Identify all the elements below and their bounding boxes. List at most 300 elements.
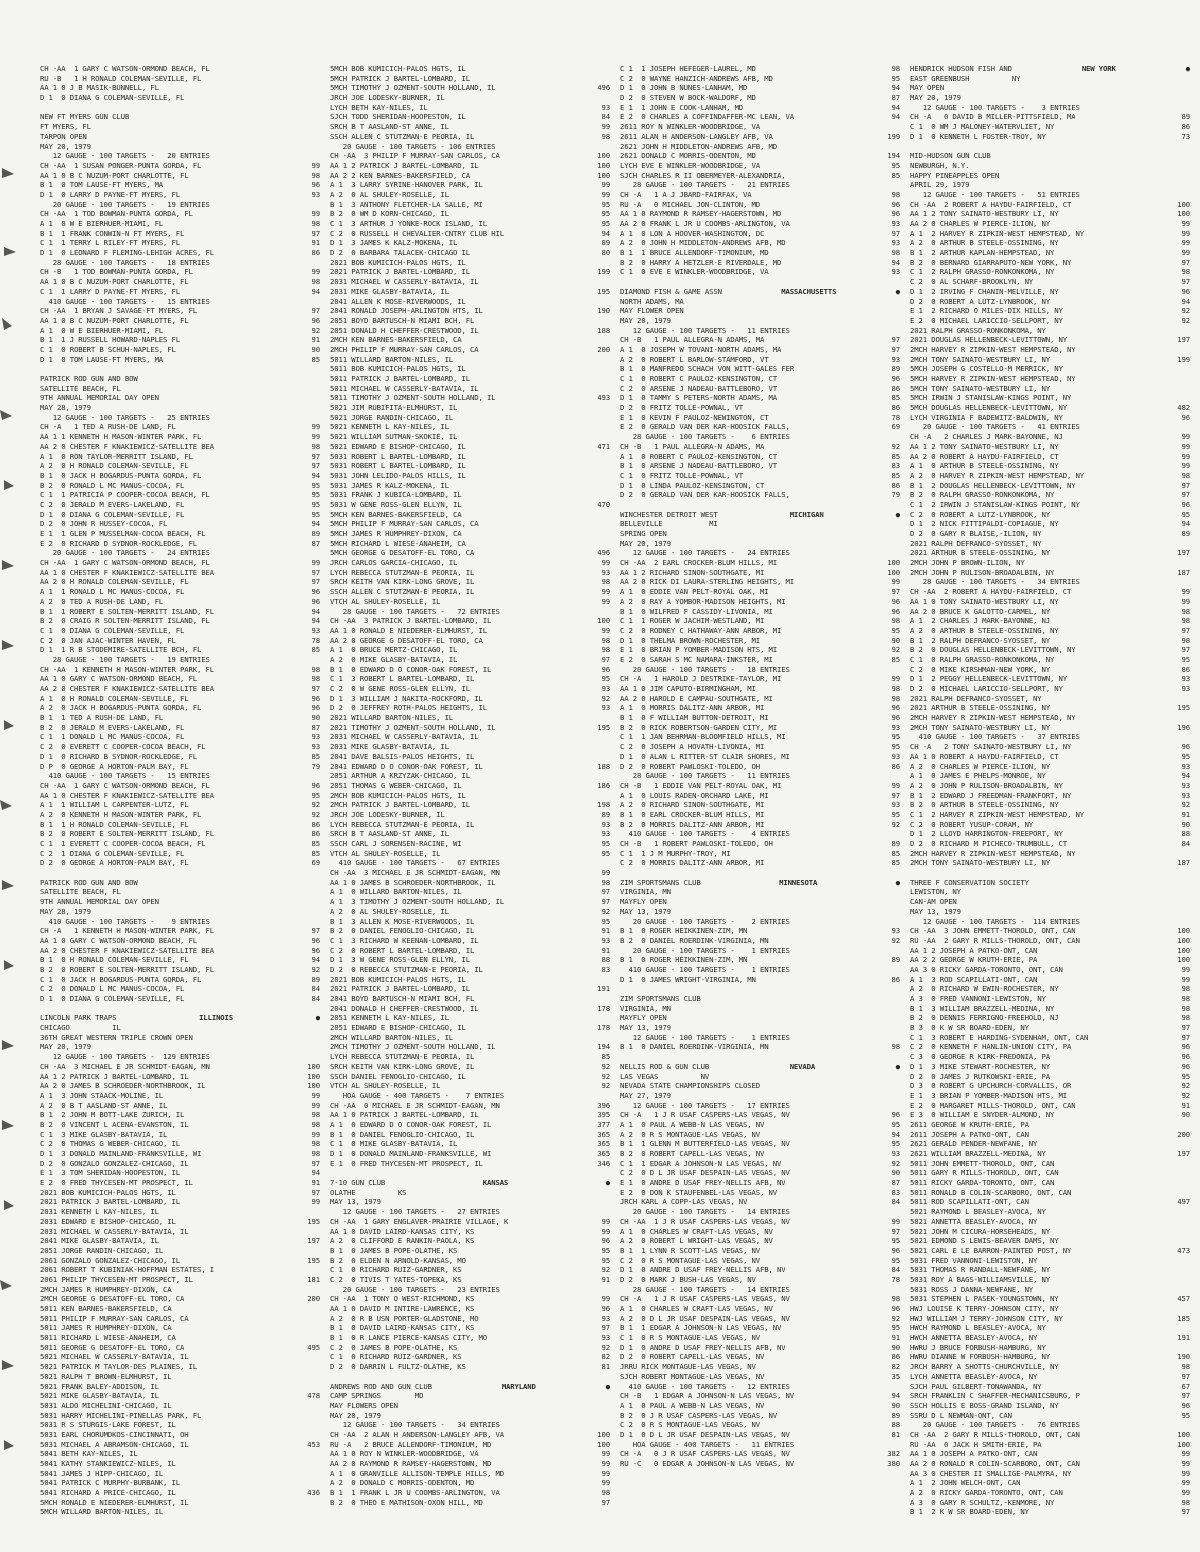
line-text: 2021 BOB KUMICICH-PALOS HGTS, IL xyxy=(330,257,466,267)
score-value: 96 xyxy=(891,1304,900,1313)
result-line xyxy=(330,907,610,917)
result-line xyxy=(330,258,610,268)
result-line xyxy=(330,723,610,733)
result-line xyxy=(620,616,900,626)
line-text: C 2 0 RODNEY C HATHAWAY-ANN ARBOR, MI xyxy=(620,625,782,635)
result-line xyxy=(40,171,320,181)
result-line xyxy=(910,1197,1190,1207)
line-text: B 1 0 WILFRED F CASSIDY-LIVONIA, MI xyxy=(620,606,773,616)
line-text: C 1 3 RICHARD W KEENAN-LOMBARD, IL xyxy=(330,935,479,945)
result-line xyxy=(40,800,320,810)
line-text: 2611 JOSEPH A PATKO-ONT, CAN xyxy=(910,1129,1029,1139)
result-line xyxy=(620,1217,900,1227)
result-line xyxy=(40,132,320,142)
line-text: D 1 0 RICHARD B SYDNOR-ROCKLEDGE, FL xyxy=(40,751,197,761)
result-line xyxy=(40,452,320,462)
line-text: 5031 ROY A BAGS-WILLIAMSVILLE, NY xyxy=(910,1274,1051,1284)
score-value: 97 xyxy=(311,684,320,693)
result-line xyxy=(910,345,1190,355)
result-line xyxy=(40,422,320,432)
line-text: AA 1 0 ROY N WINKLER-WOODBRIDGE, VA xyxy=(330,1449,479,1459)
score-value xyxy=(316,1207,320,1217)
score-value: 190 xyxy=(597,306,610,316)
line-text: 5031 JAMES R KALZ-MOKENA, IL xyxy=(330,480,449,490)
line-text: AA 2 0 H RONALD COLEMAN-SEVILLE, FL xyxy=(40,577,189,587)
result-line xyxy=(40,587,320,597)
line-text: CH -AA 1 GARY C WATSON-ORMOND BEACH, FL xyxy=(40,558,210,568)
line-text: 5041 BETH KAY-NILES, IL xyxy=(40,1449,138,1459)
score-value: 93 xyxy=(601,1313,610,1323)
line-text: JRCH BARRY A SHOTTS-CHURCHVILLE, NY xyxy=(910,1362,1059,1372)
result-line xyxy=(330,1469,610,1479)
result-line xyxy=(620,568,900,578)
score-value: 95 xyxy=(891,809,900,819)
result-line xyxy=(330,1197,610,1207)
line-text: SRCH FRANKLIN C SHAFFER-MECHANICSBURG, P xyxy=(910,1391,1080,1401)
result-line xyxy=(330,112,610,122)
score-value: 96 xyxy=(1181,412,1190,422)
result-line xyxy=(620,374,900,384)
line-text: 5031 THOMAS R RANDALL-NEWFANE, NY xyxy=(910,1265,1051,1275)
result-line xyxy=(330,422,610,432)
line-text: MAY 20, 1979 xyxy=(330,1410,381,1420)
score-value: 178 xyxy=(597,1023,610,1033)
result-line xyxy=(40,1285,320,1295)
line-text: 5021 JOHN M CICURA-HORSEHEADS, NY xyxy=(910,1226,1051,1236)
result-line xyxy=(40,1033,320,1043)
line-text: LEWISTON, NY xyxy=(910,887,961,897)
score-value: 98 xyxy=(1181,1003,1190,1013)
result-line xyxy=(40,1323,320,1333)
result-line xyxy=(330,1023,610,1033)
result-line xyxy=(40,1314,320,1324)
line-text: 5031 FRANK J KUBICA-LOMBARD, IL xyxy=(330,490,462,500)
result-line xyxy=(40,306,320,316)
line-text: 2MCH JOHN P RULISON-BROADALBIN, NY xyxy=(910,567,1055,577)
score-value xyxy=(316,1372,320,1382)
result-line xyxy=(330,510,610,520)
line-text: D 2 0 GONZALO GONZALEZ-CHICAGO, IL xyxy=(40,1158,189,1168)
score-value xyxy=(1186,694,1190,704)
result-line xyxy=(330,1207,610,1217)
result-line xyxy=(910,384,1190,394)
score-value xyxy=(1186,1217,1190,1227)
result-line xyxy=(330,1430,610,1440)
result-line xyxy=(330,132,610,142)
result-line xyxy=(330,655,610,665)
score-value xyxy=(316,1382,320,1392)
line-text: 5011 GEORGE G DESATOFF-EL TORO, CA xyxy=(40,1342,185,1352)
score-value: 93 xyxy=(1181,684,1190,693)
line-text: HWRU DIANNE W FORBUSH-HAMBURG, NY xyxy=(910,1352,1051,1362)
line-text: B 1 3 WILLIAM BRAZZELL-MEDINA, NY xyxy=(910,1003,1055,1013)
score-value: 96 xyxy=(1181,1042,1190,1052)
line-text: 5011 MICHAEL W CASSERLY-BATAVIA, IL xyxy=(330,383,479,393)
club-header-line xyxy=(620,878,900,888)
result-line xyxy=(910,626,1190,636)
result-line xyxy=(40,732,320,742)
line-text: A 1 0 ARTHUR B STEELE-OSSINING, NY xyxy=(910,461,1059,471)
line-text: B 1 1 H RONALD COLEMAN-SEVILLE, FL xyxy=(40,819,189,829)
result-line xyxy=(330,1246,610,1256)
score-value: 99 xyxy=(891,577,900,587)
score-value xyxy=(606,510,610,520)
result-line xyxy=(620,791,900,801)
score-value: 93 xyxy=(891,354,900,364)
result-line xyxy=(40,180,320,190)
score-value xyxy=(606,975,610,985)
score-value: 95 xyxy=(891,1139,900,1149)
line-text: E 1 0 KEVIN F PAULOZ-NEWINGTON, CT xyxy=(620,412,769,422)
line-text: LINCOLN PARK TRAPS xyxy=(40,1013,117,1023)
result-line xyxy=(330,645,610,655)
line-text: D P 0 GEORGE A HORTON-PALM BAY, FL xyxy=(40,761,189,771)
result-line xyxy=(620,74,900,84)
line-text: B 1 0 EDWARD D O CONOR-OAK FOREST, IL xyxy=(330,664,492,674)
line-text: CH -AA 2 GARY R MILLS-THOROLD, ONT, CAN xyxy=(910,1429,1080,1439)
result-line xyxy=(620,713,900,723)
line-text: 28 GAUGE - 100 TARGETS - 6 ENTRIES xyxy=(620,432,790,442)
result-line xyxy=(330,1081,610,1091)
result-line xyxy=(910,1091,1190,1101)
result-line xyxy=(910,209,1190,219)
result-line xyxy=(40,374,320,384)
score-value: 97 xyxy=(1181,1391,1190,1401)
result-line xyxy=(620,1042,900,1052)
line-text: CH -A 1 A J JBARD-FAIRFAX, VA xyxy=(620,189,752,199)
result-line xyxy=(40,403,320,413)
result-line xyxy=(620,771,900,781)
result-line xyxy=(40,1042,320,1052)
line-text: C 2 0 JERALD M EVERS-LAKELAND, FL xyxy=(40,499,185,509)
result-line xyxy=(330,936,610,946)
line-text: AA 2 0 RAYMOND R RAMSEY-HAGERSTOWN, MD xyxy=(330,1459,492,1468)
line-text: CH -AA 1 GARY C WATSON-ORMOND BEACH, FL xyxy=(40,64,210,73)
score-value: 83 xyxy=(601,964,610,974)
score-value: 93 xyxy=(891,1149,900,1158)
score-value: 91 xyxy=(601,1274,610,1284)
result-line xyxy=(330,597,610,607)
result-line xyxy=(330,151,610,161)
line-text: LYCH BETH KAY-NILES, IL xyxy=(330,102,428,112)
line-text: 2MCH HARVEY R ZIPKIN-WEST HEMPSTEAD, NY xyxy=(910,713,1076,723)
line-text: MAY 20, 1979 xyxy=(910,93,961,103)
score-value xyxy=(606,752,610,762)
line-text: 20 GAUGE - 100 TARGETS - 19 ENTRIES xyxy=(40,199,210,209)
line-text: C 1 1 J M MURPHY-TROY, MI xyxy=(620,848,731,858)
score-value: 96 xyxy=(311,693,320,703)
result-line xyxy=(620,316,900,326)
line-text: AA 2 0 CHESTER F KNAKIEWICZ-SATELLITE BEA xyxy=(40,441,214,451)
line-text: C 1 1 TERRY L RILEY-FT MYERS, FL xyxy=(40,238,181,248)
line-text: A 1 0 JOSEPH W TOVANI-NORTH ADAMS, MA xyxy=(620,344,782,354)
line-text: HAPPY PINEAPPLES OPEN xyxy=(910,170,1000,180)
score-value: 85 xyxy=(891,848,900,858)
result-line xyxy=(330,355,610,365)
line-text: 5011 WILLARD BARTON-NILES, IL xyxy=(330,354,454,364)
line-text: 2021 PATRICK J BARTEL-LOMBARD, IL xyxy=(40,1197,181,1207)
result-line xyxy=(40,461,320,471)
result-line xyxy=(910,800,1190,810)
line-text: LYCH ANNETTA BEASLEY-AVOCA, NY xyxy=(910,1371,1038,1381)
line-text: 5041 KATHY STANKIEWICZ-NILES, IL xyxy=(40,1459,176,1468)
result-line xyxy=(620,1401,900,1411)
line-text: 12 GAUGE - 100 TARGETS - 3 ENTRIES xyxy=(910,102,1080,112)
score-value: 96 xyxy=(311,315,320,325)
result-line xyxy=(910,1149,1190,1159)
result-line xyxy=(330,1459,610,1469)
score-value xyxy=(606,461,610,471)
result-line xyxy=(330,1256,610,1266)
result-line xyxy=(910,936,1190,946)
score-value: 93 xyxy=(601,1333,610,1343)
score-value: 96 xyxy=(891,703,900,713)
line-text: 28 GAUGE - 100 TARGETS - 11 ENTRIES xyxy=(620,771,790,781)
club-header-line xyxy=(620,287,900,297)
score-value: 98 xyxy=(891,693,900,703)
score-value: 100 xyxy=(887,558,900,568)
result-line xyxy=(620,200,900,210)
line-text: 5031 ALDO MICHELINI-CHICAGO, IL xyxy=(40,1400,172,1410)
result-line xyxy=(40,277,320,287)
line-text: AA 1 2 TONY SAINATO-WESTBURY LI, NY xyxy=(910,441,1059,451)
line-text: A 1 3 ROD SCAPILLATI-ONT, CAN xyxy=(910,974,1038,984)
results-column-2 xyxy=(330,64,610,1534)
line-text: B 1 2 RALPH DEFRANCO-SYOSSET, NY xyxy=(910,635,1051,645)
result-line xyxy=(910,93,1190,103)
score-value xyxy=(1186,384,1190,394)
line-text: 5011 ROD SCAPILLATI-ONT, CAN xyxy=(910,1197,1029,1207)
score-value: 191 xyxy=(1177,1333,1190,1343)
result-line xyxy=(330,190,610,200)
line-text: D 1 0 ALAN L RITTER-ST CLAIR SHORES, MI xyxy=(620,751,790,761)
score-value: 99 xyxy=(311,160,320,170)
line-text: 2051 KENNETH L KAY-NILES, IL xyxy=(330,1013,449,1023)
score-value: 100 xyxy=(1177,945,1190,955)
score-value: 81 xyxy=(601,1362,610,1372)
line-text: C 1 1 EDGAR A JOHNSON-N LAS VEGAS, NV xyxy=(620,1158,782,1168)
line-text: C 1 0 WM J MALONEY-WATERVLIET, NY xyxy=(910,122,1055,132)
score-value: 95 xyxy=(601,916,610,926)
line-text: 5011 PATRICK J BARTEL-LOMBARD, IL xyxy=(330,374,471,383)
result-line xyxy=(40,1401,320,1411)
score-value: 99 xyxy=(601,1226,610,1236)
line-text: D 2 0 ROBERT CAPELL-LAS VEGAS, NV xyxy=(620,1352,765,1362)
score-value: 95 xyxy=(601,1245,610,1255)
result-line xyxy=(910,1120,1190,1130)
result-line xyxy=(330,1120,610,1130)
score-value: 89 xyxy=(311,974,320,984)
line-text: 20 GAUGE - 100 TARGETS - 24 ENTRIES xyxy=(40,548,210,558)
score-value: 187 xyxy=(1177,858,1190,868)
score-value: 84 xyxy=(601,112,610,122)
state-heading: KANSAS xyxy=(482,1178,509,1188)
line-text: D 1 2 PEGGY HELLENBECK-LEVITTOWN, NY xyxy=(910,674,1067,684)
score-value: 453 xyxy=(307,1439,320,1449)
line-text: HOA GAUGE - 400 TARGETS - 7 ENTRIES xyxy=(330,1090,504,1100)
result-line xyxy=(40,791,320,801)
result-line xyxy=(330,345,610,355)
result-line xyxy=(330,93,610,103)
result-line xyxy=(910,219,1190,229)
line-text: B 1 1 BRUCE ALLENDORF-TIMONIUM, MD xyxy=(620,248,769,258)
line-text: A 1 1 RONALD L MC MANUS-COCOA, FL xyxy=(40,587,185,597)
result-line xyxy=(620,752,900,762)
score-value: 96 xyxy=(601,1304,610,1313)
line-text: 5011 GARY R MILLS-THOROLD, ONT, CAN xyxy=(910,1168,1059,1178)
line-text: C 1 1 PATRICIA P COOPER-COCOA BEACH, FL xyxy=(40,490,210,500)
line-text: 2031 MIKE GLASBY-BATAVIA, IL xyxy=(330,742,449,752)
line-text: CH -A 2 CHARLES J MARK-BAYONNE, NJ xyxy=(910,432,1063,442)
score-value: 98 xyxy=(311,674,320,684)
score-value: 97 xyxy=(601,897,610,907)
score-value xyxy=(1186,1139,1190,1149)
score-value: 98 xyxy=(891,1042,900,1052)
result-line xyxy=(620,1149,900,1159)
result-line xyxy=(330,74,610,84)
line-text: 5MCH WILLARD BARTON-NILES, IL xyxy=(40,1507,164,1517)
line-text: B 2 0 RONALD L MC MANUS-COCOA, FL xyxy=(40,480,185,490)
result-line xyxy=(620,1362,900,1372)
score-value: 92 xyxy=(601,1081,610,1091)
line-text: CH -AA 1 GARY ENGLAVER-PRAIRIE VILLAGE, K xyxy=(330,1216,509,1226)
score-value: 95 xyxy=(311,509,320,519)
result-line xyxy=(330,607,610,617)
score-value: 89 xyxy=(1181,112,1190,122)
line-text: D 1 2 NICK FITTIPALDI-COPIAGUE, NY xyxy=(910,519,1059,529)
line-text: CH -A 1 J R USAF CASPERS-LAS VEGAS, NV xyxy=(620,1294,790,1304)
result-line xyxy=(40,1072,320,1082)
score-value: 88 xyxy=(1181,829,1190,839)
score-value: 98 xyxy=(311,170,320,180)
score-value: 87 xyxy=(311,722,320,732)
result-line xyxy=(40,1382,320,1392)
result-line xyxy=(330,752,610,762)
line-text: 5031 ROBERT L BARTEL-LOMBARD, IL xyxy=(330,451,466,461)
result-line xyxy=(910,297,1190,307)
result-line xyxy=(330,868,610,878)
result-line xyxy=(620,684,900,694)
result-line xyxy=(330,810,610,820)
score-value: 95 xyxy=(891,1255,900,1265)
line-text: 410 GAUGE - 100 TARGETS - 12 ENTRIES xyxy=(620,1381,790,1391)
result-line xyxy=(910,820,1190,830)
result-line xyxy=(620,326,900,336)
line-text: D 1 0 ANDRE D USAF FREY-NELLIS AFB, NV xyxy=(620,1265,786,1275)
score-value: 96 xyxy=(891,374,900,383)
result-line xyxy=(910,1333,1190,1343)
line-text: C 2 0 W GENE ROSS-GLEN ELLYN, IL xyxy=(330,684,471,693)
line-text: 2621 WILLIAM BRAZZELL-MEDINA, NY xyxy=(910,1149,1046,1158)
score-value xyxy=(1186,1168,1190,1178)
result-line xyxy=(330,1062,610,1072)
result-line xyxy=(40,316,320,326)
score-value xyxy=(606,403,610,413)
line-text: HWRU J BRUCE FORBUSH-HAMBURG, NY xyxy=(910,1342,1046,1352)
line-text: 5021 WILLIAM SUTMAN-SKOKIE, IL xyxy=(330,432,458,442)
line-text: AA 2 0 GEORGE G DESATOFF-EL TORO, CA xyxy=(330,635,483,645)
result-line xyxy=(910,1440,1190,1450)
result-line xyxy=(330,887,610,897)
score-value: 200 xyxy=(597,344,610,354)
score-value: 95 xyxy=(891,160,900,170)
score-value xyxy=(606,481,610,491)
line-text: 2MCH TONY SAINATO-WESTBURY LI, NY xyxy=(910,858,1051,868)
result-line xyxy=(620,607,900,617)
line-text: 2MCH PATRICK J BARTEL-LOMBARD, IL xyxy=(330,800,471,810)
result-line xyxy=(330,1091,610,1101)
line-text: A 2 0 CLIFFORD E RANKIN-PAOLA, KS xyxy=(330,1236,475,1246)
result-line xyxy=(910,326,1190,336)
line-text: D 1 0 DIANA G COLEMAN-SEVILLE, FL xyxy=(40,994,185,1003)
score-value: 78 xyxy=(891,412,900,422)
score-value: 97 xyxy=(1181,480,1190,490)
result-line xyxy=(40,1004,320,1014)
score-value xyxy=(606,471,610,481)
result-line xyxy=(620,1159,900,1169)
score-value: 93 xyxy=(891,926,900,936)
line-text: E 1 2 RICHARD O MILES-DIX HILLS, NY xyxy=(910,306,1063,316)
result-line xyxy=(620,1052,900,1062)
line-text: AA 2 0 FRANK L JR U COOMBS-ARLINGTON, VA xyxy=(620,219,790,228)
result-line xyxy=(330,1042,610,1052)
result-line xyxy=(40,209,320,219)
line-text: B 2 0 HARRY A HETZLER-E RIVERDALE, MD xyxy=(620,257,782,267)
result-line xyxy=(330,316,610,326)
line-text: C 1 0 RICHARD RUIZ-GARDNER, KS xyxy=(330,1352,462,1362)
score-value xyxy=(316,1401,320,1411)
club-header-line xyxy=(620,510,900,520)
score-value: 91 xyxy=(601,926,610,936)
result-line xyxy=(330,791,610,801)
result-line xyxy=(40,1236,320,1246)
line-text: B 2 0 WM D KORN-CHICAGO, IL xyxy=(330,209,449,219)
line-text: C 2 1 DIANA G COLEMAN-SEVILLE, FL xyxy=(40,848,185,858)
score-value xyxy=(1186,558,1190,568)
line-text: 28 GAUGE - 100 TARGETS - 18 ENTRIES xyxy=(40,257,210,267)
result-line xyxy=(620,1023,900,1033)
result-line xyxy=(620,1459,900,1469)
result-line xyxy=(910,229,1190,239)
score-value: 92 xyxy=(891,1158,900,1168)
score-value: 98 xyxy=(1181,984,1190,994)
result-line xyxy=(330,403,610,413)
result-line xyxy=(910,829,1190,839)
score-value: 95 xyxy=(891,1323,900,1333)
score-value: 98 xyxy=(891,616,900,626)
line-text: 5031 HARRY MICHELINI-PINELLAS PARK, FL xyxy=(40,1410,202,1420)
line-text: D 2 0 RICHARD M PICHECO-TRUMBULL, CT xyxy=(910,839,1067,848)
state-heading: MARYLAND xyxy=(501,1381,536,1391)
result-line xyxy=(40,1091,320,1101)
line-text: 5MCH HARVEY R ZIPKIN-WEST HEMPSTEAD, NY xyxy=(910,374,1076,383)
club-header-line xyxy=(620,1062,900,1072)
score-value: 95 xyxy=(311,499,320,509)
score-value xyxy=(1186,1207,1190,1217)
score-value: 99 xyxy=(601,189,610,199)
result-line xyxy=(910,1488,1190,1498)
score-value: 90 xyxy=(891,1400,900,1410)
result-line xyxy=(910,1052,1190,1062)
score-value: 100 xyxy=(1177,199,1190,209)
result-line xyxy=(910,393,1190,403)
result-line xyxy=(910,1033,1190,1043)
score-value: 97 xyxy=(891,1226,900,1236)
score-value: 99 xyxy=(601,180,610,190)
result-line xyxy=(910,665,1190,675)
score-value: 78 xyxy=(891,1274,900,1284)
score-value xyxy=(606,413,610,423)
